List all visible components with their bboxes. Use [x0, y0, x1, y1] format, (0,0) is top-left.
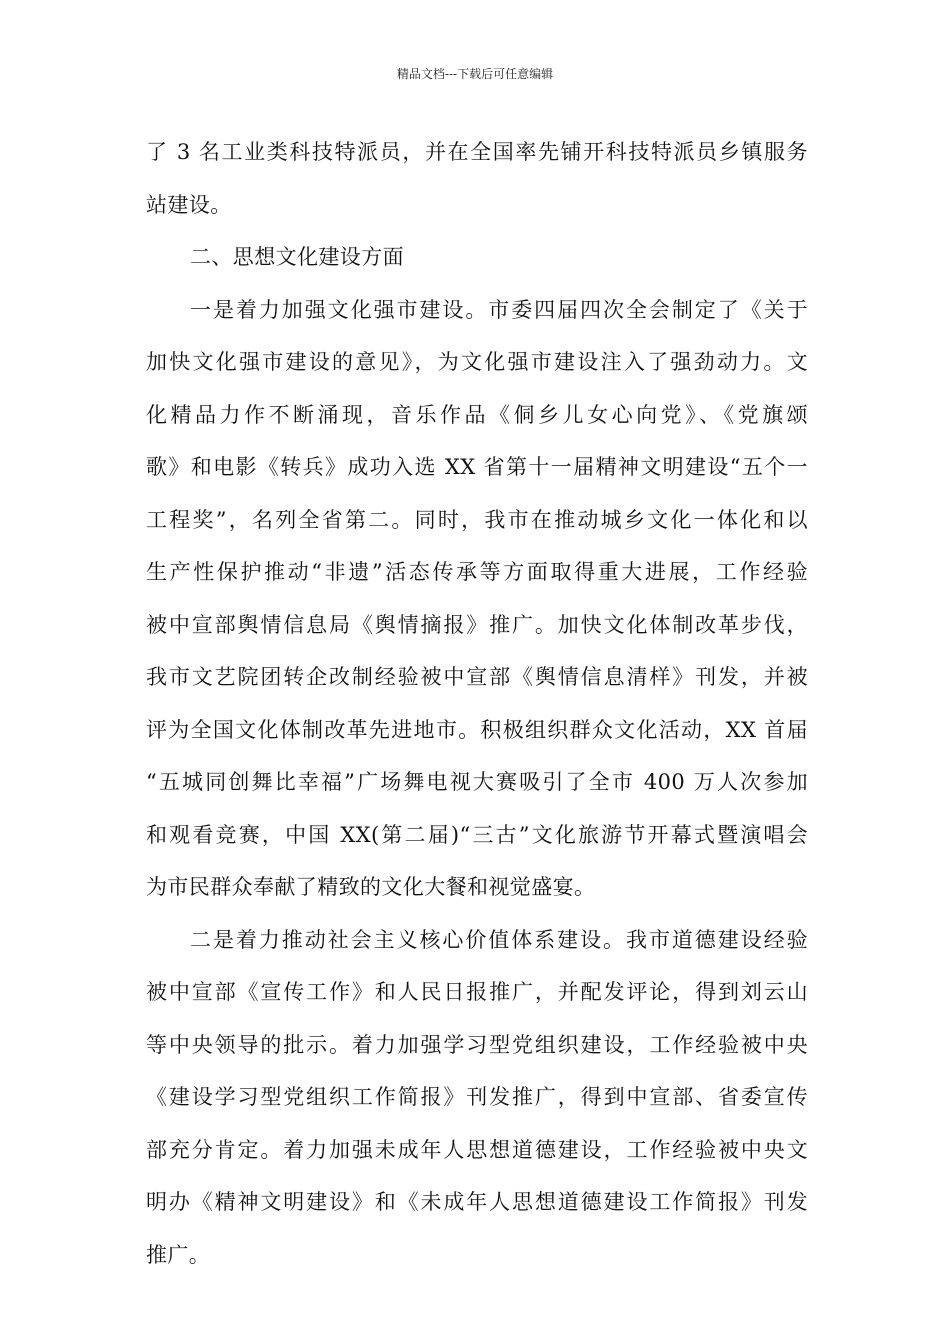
text-line: 我市文艺院团转企改制经验被中宣部《舆情信息清样》刊发，并被	[146, 665, 808, 689]
text-line: 化精品力作不断涌现，音乐作品《侗乡儿女心向党》、《党旗颂	[146, 402, 808, 427]
text-line: 和观看竞赛，中国 XX(第二届)“三古”文化旅游节开幕式暨演唱会	[146, 822, 808, 847]
text-line: 《建设学习型党组织工作简报》刊发推广，得到中宣部、省委宣传	[146, 1085, 808, 1109]
text-line: 等中央领导的批示。着力加强学习型党组织建设，工作经验被中央	[146, 1032, 808, 1057]
text-line: 站建设。	[146, 192, 232, 217]
text-line: 部充分肯定。着力加强未成年人思想道德建设，工作经验被中央文	[146, 1137, 808, 1162]
text-line: 二是着力推动社会主义核心价值体系建设。我市道德建设经验	[190, 927, 808, 952]
text-line: 评为全国文化体制改革先进地市。积极组织群众文化活动，XX 首届	[146, 717, 808, 742]
text-line: 歌》和电影《转兵》成功入选 XX 省第十一届精神文明建设“五个一	[146, 455, 808, 479]
text-line: 为市民群众奉献了精致的文化大餐和视觉盛宴。	[146, 875, 596, 899]
text-line: 一是着力加强文化强市建设。市委四届四次全会制定了《关于	[190, 297, 808, 322]
text-line: 明办《精神文明建设》和《未成年人思想道德建设工作简报》刊发	[146, 1190, 808, 1214]
section-heading: 二、思想文化建设方面	[190, 245, 404, 269]
text-line: 了 3 名工业类科技特派员，并在全国率先铺开科技特派员乡镇服务	[146, 140, 808, 164]
text-line: 被中宣部舆情信息局《舆情摘报》推广。加快文化体制改革步伐，	[146, 612, 808, 637]
text-line: 被中宣部《宣传工作》和人民日报推广，并配发评论，得到刘云山	[146, 980, 808, 1004]
text-line: “五城同创舞比幸福”广场舞电视大赛吸引了全市 400 万人次参加	[146, 770, 808, 794]
text-line: 生产性保护推动“非遗”活态传承等方面取得重大进展，工作经验	[146, 560, 808, 584]
text-line: 推广。	[146, 1242, 211, 1267]
text-line: 工程奖”，名列全省第二。同时，我市在推动城乡文化一体化和以	[146, 507, 808, 532]
document-body	[146, 126, 808, 1281]
text-line: 加快文化强市建设的意见》，为文化强市建设注入了强劲动力。文	[146, 350, 808, 374]
page-header: 精品文档---下载后可任意编辑	[396, 67, 554, 81]
